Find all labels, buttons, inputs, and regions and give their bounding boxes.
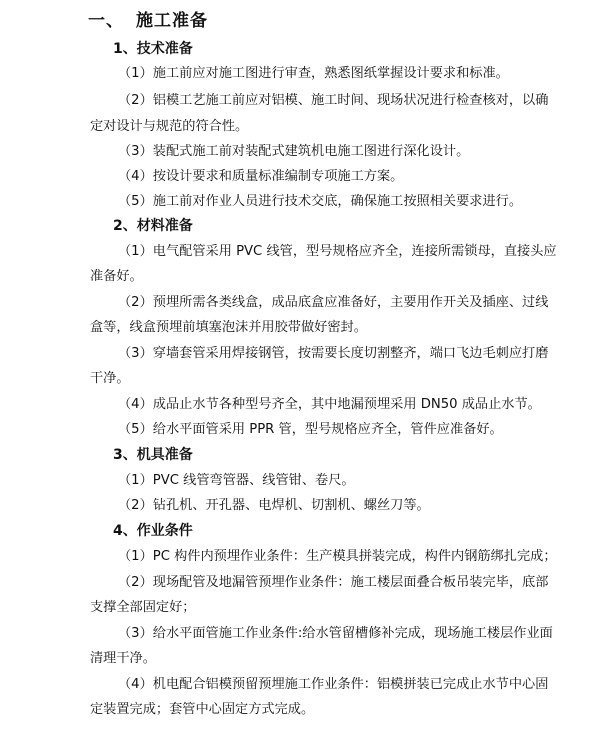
paragraph-line: （5）给水平面管采用 PPR 管，型号规格应齐全，管件应准备好。	[118, 422, 503, 437]
paragraph-line: （1）电气配管采用 PVC 线管，型号规格应齐全，连接所需锁母，直接头应	[118, 244, 557, 259]
paragraph-line: （3）穿墙套管采用焊接钢管，按需要长度切割整齐，端口飞边毛刺应打磨	[118, 346, 549, 361]
paragraph-line: （4）按设计要求和质量标准编制专项施工方案。	[118, 169, 404, 184]
paragraph-line: （4）机电配合铝模预留预埋施工作业条件：铝模拼装已完成止水节中心固	[118, 677, 549, 692]
paragraph-line: （2）铝模工艺施工前应对铝模、施工时间、现场状况进行检查核对，以确	[118, 93, 549, 108]
chapter-heading	[88, 4, 208, 38]
paragraph-line: 定装置完成；套管中心固定方式完成。	[90, 702, 315, 717]
paragraph-line: （1）PC 构件内预埋作业条件：生产模具拼装完成，构件内钢筋绑扎完成；	[118, 549, 557, 564]
chapter-number: 一、	[88, 11, 124, 31]
paragraph-line: 支撑全部固定好；	[90, 600, 196, 615]
section-title-materials: 2、材料准备	[113, 218, 193, 234]
paragraph-line: 清理干净。	[90, 651, 156, 666]
paragraph-line: 定对设计与规范的符合性。	[90, 119, 249, 134]
section-title-tech: 1、技术准备	[113, 41, 193, 57]
paragraph-line: 盒等，线盒预埋前填塞泡沫并用胶带做好密封。	[90, 320, 367, 335]
paragraph-line: 干净。	[90, 371, 130, 386]
paragraph-line: （2）钻孔机、开孔器、电焊机、切割机、螺丝刀等。	[118, 498, 430, 513]
paragraph-line: （3）给水平面管施工作业条件:给水管留槽修补完成，现场施工楼层作业面	[118, 626, 553, 641]
section-title-tools: 3、机具准备	[113, 447, 193, 463]
paragraph-line: （1）施工前应对施工图进行审查，熟悉图纸掌握设计要求和标准。	[118, 66, 509, 81]
paragraph-line: （4）成品止水节各种型号齐全，其中地漏预埋采用 DN50 成品止水节。	[118, 397, 541, 412]
paragraph-line: （5）施工前对作业人员进行技术交底，确保施工按照相关要求进行。	[118, 194, 523, 209]
paragraph-line: （2）现场配管及地漏管预埋作业条件：施工楼层面叠合板吊装完毕，底部	[118, 575, 549, 590]
paragraph-line: （3）装配式施工前对装配式建筑机电施工图进行深化设计。	[118, 144, 470, 159]
paragraph-line: （1）PVC 线管弯管器、线管钳、卷尺。	[118, 473, 355, 488]
paragraph-line: （2）预埋所需各类线盒，成品底盒应准备好，主要用作开关及插座、过线	[118, 295, 549, 310]
section-title-conditions: 4、作业条件	[113, 523, 193, 539]
chapter-title: 施工准备	[136, 11, 208, 31]
paragraph-line: 准备好。	[90, 269, 143, 284]
